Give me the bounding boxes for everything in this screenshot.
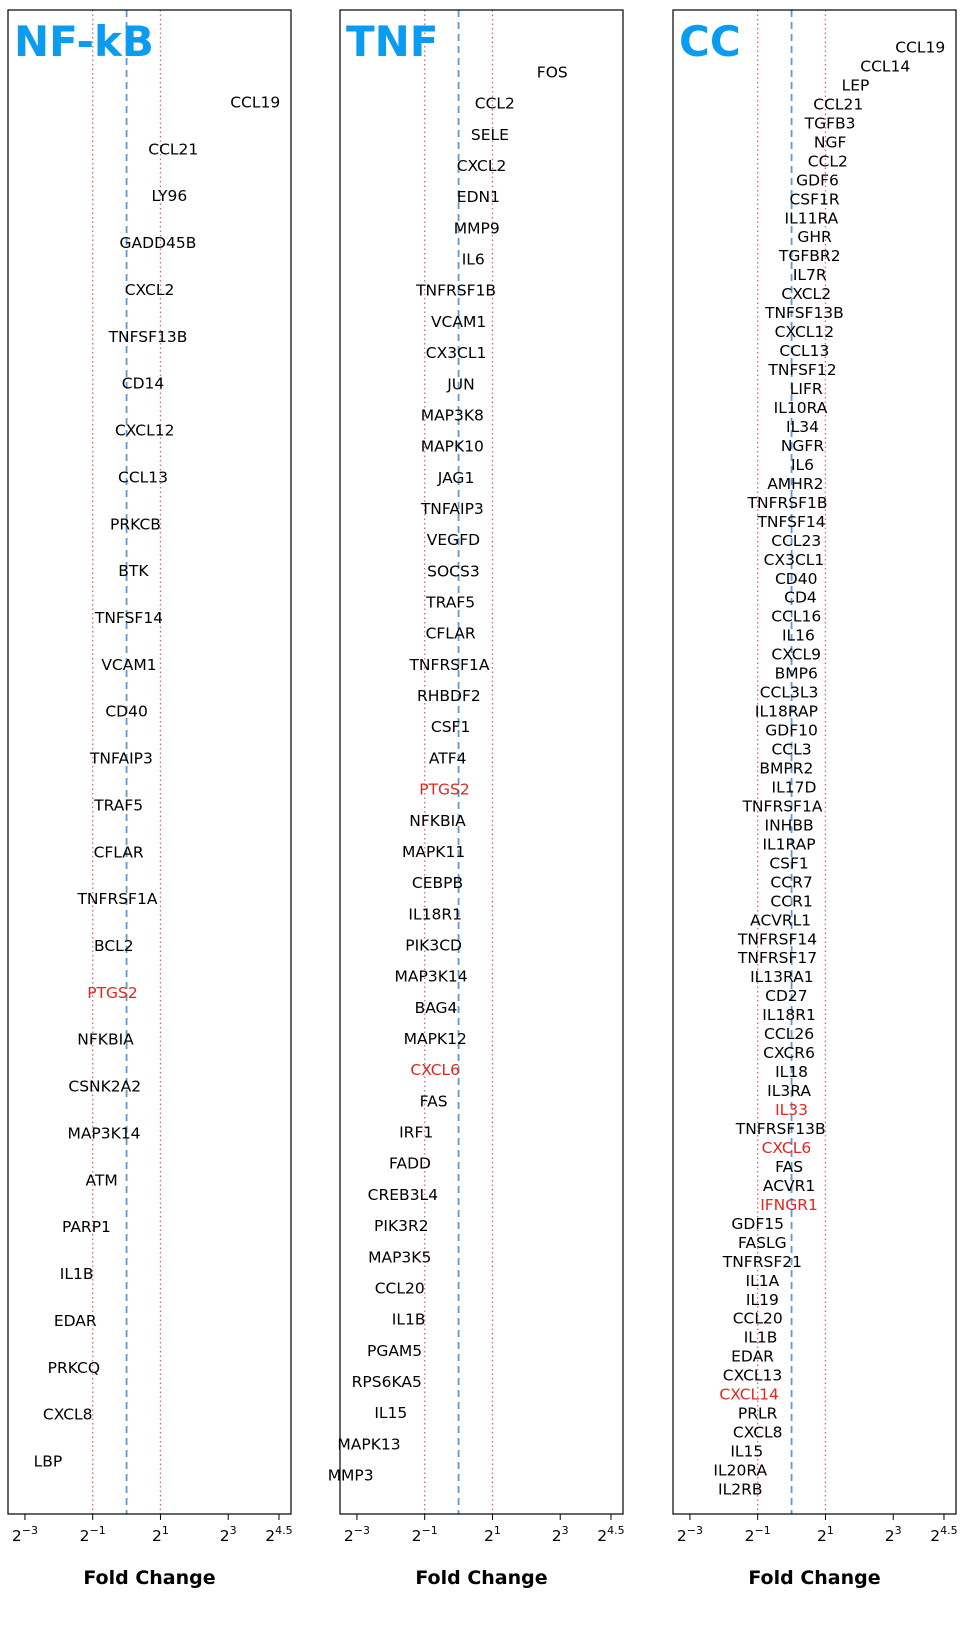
gene-label: IL3RA [767,1082,811,1101]
gene-label: CXCL13 [722,1366,783,1385]
gene-label: IL7R [792,266,827,285]
gene-label: GDF10 [765,721,818,740]
gene-label: IL1B [743,1328,778,1347]
gene-label: JAG1 [437,468,475,487]
x-tick-label: $2^{4.5}$ [265,1524,293,1545]
gene-label: CCL23 [771,531,822,550]
gene-label: PIK3CD [405,936,462,955]
gene-label: PRKCB [110,515,161,534]
gene-label: VCAM1 [430,312,487,331]
gene-label: RHBDF2 [416,687,481,706]
gene-label: EDAR [53,1311,97,1330]
gene-label: BMP6 [774,664,818,683]
gene-label: PTGS2 [419,780,470,799]
x-tick-label: $2^1$ [484,1524,501,1545]
x-axis-label: Fold Change [83,1567,216,1589]
gene-label: RPS6KA5 [351,1372,422,1391]
gene-label: TNFRSF1B [747,493,828,512]
x-tick-label: $2^3$ [551,1524,569,1545]
gene-label: CXCL2 [456,157,507,176]
gene-label: CCL19 [895,38,946,57]
gene-label: IL15 [374,1404,408,1423]
gene-label: TRAF5 [94,796,144,815]
gene-label: CCL20 [732,1309,783,1328]
gene-label: CEBPB [411,874,464,893]
panel-title: NF-kB [14,17,154,66]
gene-label: IL10RA [773,399,828,417]
gene-label: CD40 [774,569,818,588]
gene-label: IL6 [461,250,485,269]
x-tick-label: $2^{4.5}$ [930,1524,958,1545]
gene-label: CCL16 [771,607,822,626]
gene-label: TNFSF13B [764,304,844,323]
gene-label: CCL2 [807,152,848,171]
gene-label: TGFB3 [804,114,856,133]
gene-label: IL1B [391,1310,426,1329]
gene-label: IL2RB [718,1480,763,1499]
gene-label: IL18R1 [762,1006,816,1025]
x-axis-label: Fold Change [748,1567,881,1589]
gene-label: CCL3 [771,740,812,759]
gene-label: CSF1 [430,718,471,737]
gene-label: PRLR [737,1404,778,1423]
x-tick-label: $2^1$ [817,1524,834,1545]
gene-label: IL11RA [784,209,839,228]
gene-label: CSF1 [769,854,809,873]
gene-label: GDF6 [796,171,839,190]
gene-label: TNFSF13B [108,327,188,346]
gene-label: CCR7 [770,873,813,892]
gene-label: MAPK12 [403,1030,467,1049]
x-tick-label: $2^{4.5}$ [597,1524,625,1545]
gene-label: FAS [419,1092,448,1111]
gene-label: TNFAIP3 [420,499,484,518]
gene-label: TNFRSF1B [416,281,497,300]
gene-label: TNFRSF13B [735,1120,826,1138]
gene-label: LEP [841,76,870,95]
gene-label: CD40 [105,702,148,721]
x-tick-label: $2^{-1}$ [744,1524,771,1545]
gene-label: LBP [33,1452,63,1471]
gene-label: TNFSF12 [768,361,837,380]
gene-label: IL18R1 [408,905,462,924]
panel-3 [673,10,958,1589]
gene-label: BTK [118,562,149,581]
gene-label: FOS [536,63,568,82]
gene-label: BAG4 [414,998,458,1017]
gene-label: TNFSF14 [94,608,164,627]
gene-label: TNFRSF17 [737,949,818,968]
gene-label: LIFR [789,380,823,399]
gene-label: CCL14 [860,57,911,76]
gene-label: CCL21 [813,95,864,114]
gene-label: MAP3K8 [420,406,484,425]
gene-label: BCL2 [93,937,134,956]
gene-label: TNFRSF1A [409,655,490,674]
x-tick-label: $2^{-1}$ [411,1524,438,1545]
gene-label: SOCS3 [427,562,480,581]
gene-label: IL34 [786,417,819,436]
gene-label: IL19 [745,1290,779,1309]
gene-label: CFLAR [93,843,144,862]
gene-label: CXCL2 [781,285,832,304]
gene-label: MAP3K14 [394,967,468,986]
gene-label: IL6 [790,455,815,474]
gene-label: CD27 [765,987,808,1006]
gene-label: CCL2 [474,94,515,113]
x-tick-label: $2^3$ [219,1524,237,1545]
gene-label: CSF1R [789,190,840,209]
panel-title: TNF [346,17,439,66]
gene-label: IL20RA [713,1461,768,1480]
gene-label: TNFRSF21 [722,1252,802,1271]
gene-label: NFKBIA [409,811,466,830]
gene-label: NGF [813,133,847,152]
gene-label: AMHR2 [767,474,824,493]
gene-label: TNFAIP3 [89,749,153,768]
gene-label: PARP1 [61,1218,111,1237]
gene-label: MAP3K14 [67,1124,141,1143]
gene-label: EDAR [731,1347,774,1366]
gene-label: TNFRSF1A [742,797,823,816]
gene-label: INHBB [764,816,814,835]
gene-label: CD4 [784,588,817,607]
gene-label: CXCL14 [719,1385,779,1404]
x-tick-label: $2^1$ [152,1524,169,1545]
gene-label: CREB3L4 [367,1185,439,1204]
gene-label: ATF4 [428,749,467,768]
gene-label: JUN [447,375,475,394]
gene-label: NFKBIA [77,1030,134,1049]
x-tick-label: $2^{-3}$ [343,1524,370,1545]
gene-label: CXCR6 [763,1044,815,1063]
x-tick-label: $2^{-1}$ [79,1524,106,1545]
gene-label: CCL21 [148,140,199,159]
gene-label: CXCL9 [771,645,822,664]
x-tick-label: $2^{-3}$ [676,1524,703,1545]
gene-label: IL18 [775,1063,809,1082]
gene-label: SELE [470,125,509,144]
gene-label: VEGFD [426,531,481,550]
gene-label: IFNGR1 [760,1195,818,1214]
gene-label: IL18RAP [754,702,818,721]
gene-label: MAPK13 [337,1435,401,1454]
gene-label: IRF1 [399,1123,434,1142]
gene-label: EDN1 [456,188,500,207]
gene-label: BMPR2 [759,759,814,778]
gene-label: GADD45B [119,234,197,253]
panel-title: CC [679,17,741,66]
gene-label: CXCL12 [774,323,835,342]
gene-label: PGAM5 [366,1341,423,1360]
gene-label: IL16 [781,626,815,645]
gene-label: FAS [775,1157,804,1176]
x-tick-label: $2^{-3}$ [11,1524,38,1545]
gene-label: IL1RAP [762,835,816,854]
gene-label: CXCL8 [732,1423,783,1442]
gene-label: CXCL2 [124,280,175,299]
gene-label: ACVRL1 [750,911,812,930]
gene-label: IL13RA1 [750,968,814,987]
gene-label: CCL3L3 [759,683,819,702]
gene-label: IL15 [730,1442,764,1461]
gene-label: FADD [388,1154,431,1173]
gene-label: PRKCQ [47,1358,101,1377]
gene-label: CX3CL1 [763,550,825,569]
gene-label: CXCL6 [410,1061,461,1080]
gene-label: MAPK11 [401,842,466,861]
gene-label: CXCL12 [114,421,175,440]
gene-label: CCR1 [770,892,813,911]
gene-label: CFLAR [425,624,476,643]
gene-label: IL1B [59,1265,94,1284]
gene-label: CX3CL1 [425,344,487,363]
panel-1 [8,10,293,1589]
gene-label: VCAM1 [101,655,157,674]
gene-label: IL1A [745,1271,780,1290]
gene-label: CSNK2A2 [68,1077,142,1096]
gene-label: CXCL8 [42,1405,93,1424]
gene-label: GDF15 [731,1214,784,1233]
gene-label: MAPK10 [420,437,484,456]
gene-label: CXCL6 [761,1138,812,1157]
gene-label: TNFSF14 [757,512,826,531]
gene-label: ATM [85,1171,118,1190]
gene-label: MMP9 [453,219,500,238]
x-axis-label: Fold Change [415,1567,548,1589]
gene-label: NGFR [780,436,825,455]
gene-label: TNFRSF1A [77,890,158,909]
gene-label: PTGS2 [87,983,138,1002]
gene-label: PIK3R2 [374,1217,429,1236]
gene-label: MMP3 [327,1466,374,1485]
gene-label: TNFRSF14 [737,930,818,949]
gene-label: ACVR1 [762,1176,816,1195]
gene-label: CCL20 [374,1279,425,1298]
gene-label: TRAF5 [426,593,476,612]
gene-label: CCL13 [118,468,169,487]
gene-label: LY96 [151,187,188,206]
gene-label: CCL19 [230,93,281,112]
gene-label: TGFBR2 [778,247,841,266]
gene-label: CCL26 [764,1025,815,1044]
gene-label: MAP3K5 [368,1248,432,1267]
gene-label: CCL13 [779,342,830,361]
gene-label: FASLG [738,1233,787,1252]
gene-label: IL33 [775,1101,809,1120]
x-tick-label: $2^3$ [884,1524,902,1545]
gene-label: CD14 [121,374,165,393]
gene-label: GHR [797,228,832,247]
gene-label: IL17D [771,778,817,797]
panel-2 [328,10,625,1589]
